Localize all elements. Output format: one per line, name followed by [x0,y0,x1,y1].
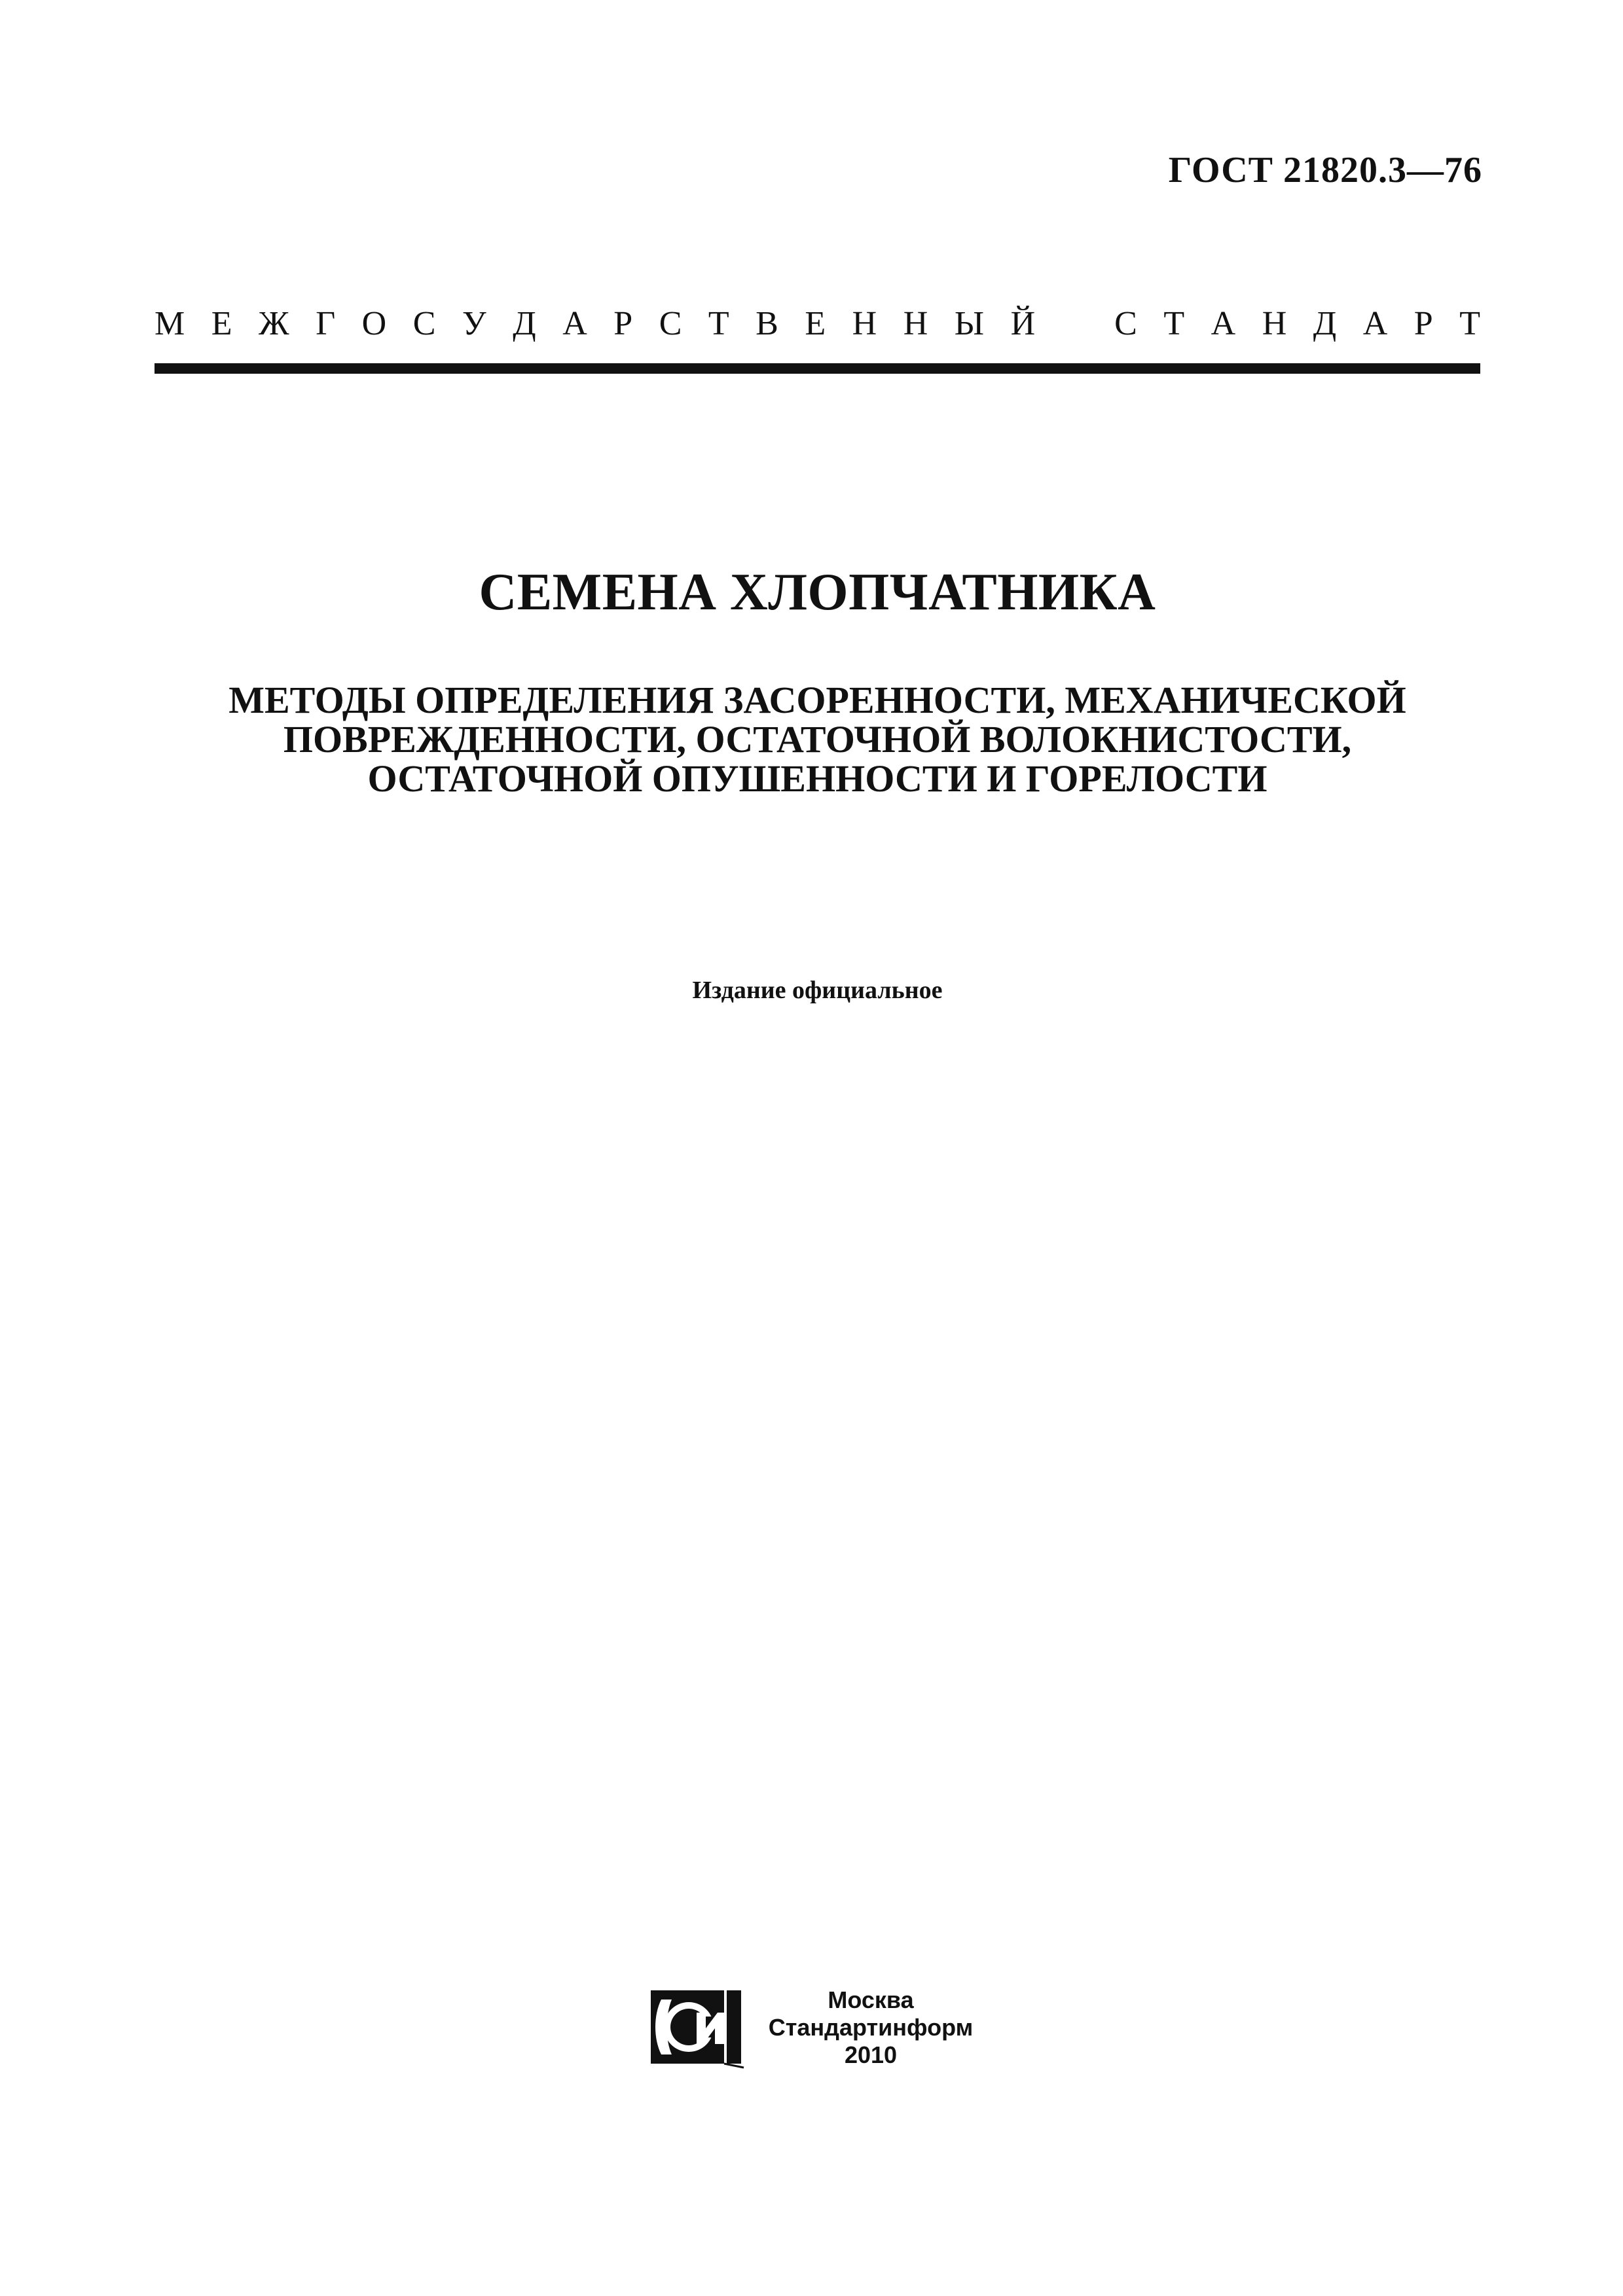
document-subtitle [155,681,1480,798]
standard-type-letter: С [1114,305,1137,342]
publisher-city: Москва [828,1986,914,2013]
standard-type-letter: М [155,305,185,342]
publisher-block [648,1980,1002,2078]
edition-label: Издание официальное [692,977,943,1004]
standard-type-letter: Р [613,305,633,342]
standard-type-heading [155,304,1480,344]
standard-type-letter: Т [1459,305,1480,342]
standard-type-letter: Н [903,305,928,342]
standard-type-letter: Р [1413,305,1433,342]
subtitle-line: ПОВРЕЖДЕННОСТИ, ОСТАТОЧНОЙ ВОЛОКНИСТОСТИ, [283,718,1352,761]
document-title: СЕМЕНА ХЛОПЧАТНИКА [479,564,1156,621]
standard-type-letter: Д [1313,305,1337,342]
word-gap [1062,304,1088,344]
standard-type-letter: А [562,305,587,342]
standard-type-letter: Г [316,305,336,342]
standard-type-letter: А [1211,305,1236,342]
standard-type-letter: Е [211,305,232,342]
standard-type-letter: Ы [954,305,985,342]
publisher-info [759,1986,982,2069]
document-code: ГОСТ 21820.3—76 [1168,150,1482,190]
standard-type-letter: Й [1010,305,1036,342]
standartinform-logo-icon [648,1986,746,2072]
standard-type-letter: У [462,305,486,342]
standard-type-letter: Т [708,305,729,342]
standard-type-letter: Д [513,305,536,342]
subtitle-line: МЕТОДЫ ОПРЕДЕЛЕНИЯ ЗАСОРЕННОСТИ, МЕХАНИЧЕСКОЙ [228,679,1406,721]
standard-type-letter: Н [852,305,877,342]
publication-year: 2010 [844,2041,898,2068]
standard-type-letter: Т [1163,305,1185,342]
standard-type-letter: С [412,305,436,342]
standard-type-letter: А [1362,305,1388,342]
subtitle-line: ОСТАТОЧНОЙ ОПУШЕННОСТИ И ГОРЕЛОСТИ [367,757,1267,800]
standard-type-letter: О [361,305,387,342]
heading-rule [155,363,1480,374]
standard-type-letter: Н [1262,305,1287,342]
standard-type-letter: Ж [259,305,289,342]
standard-type-letter: С [659,305,682,342]
standard-type-letter: В [756,305,778,342]
standard-type-letter: Е [805,305,826,342]
publisher-name: Стандартинформ [768,2014,974,2041]
